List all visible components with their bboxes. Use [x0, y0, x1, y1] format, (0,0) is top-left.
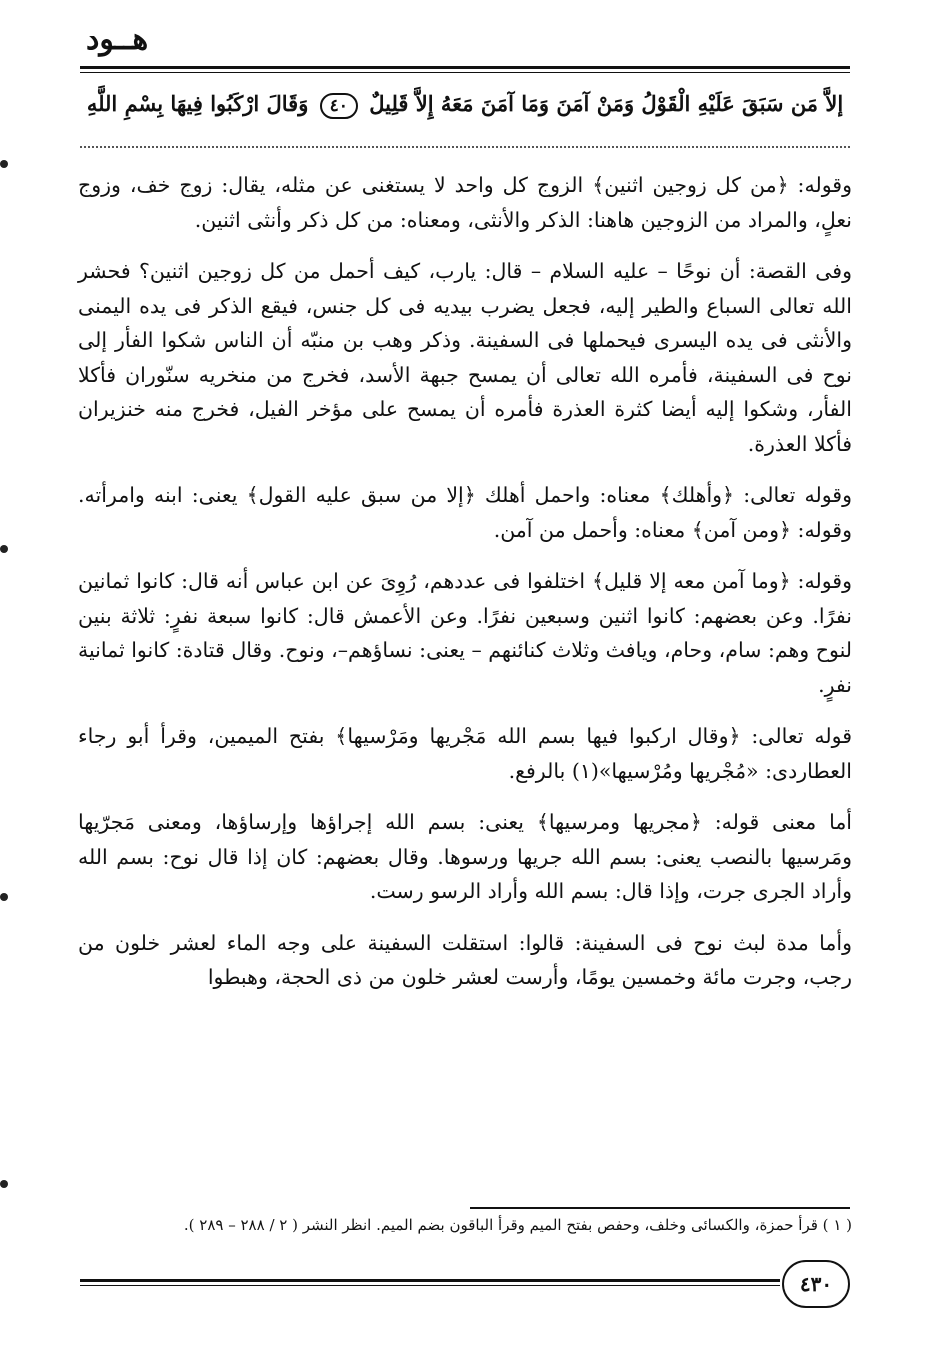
verse-number-marker: ٤٠ [320, 93, 358, 119]
footnote-rule [470, 1207, 850, 1209]
footer-rule-thin [80, 1285, 780, 1286]
surah-title: هــود [86, 22, 149, 57]
paragraph: قوله تعالى: ﴿وقال اركبوا فيها بسم الله مَجْريها ومَرْسيها﴾ بفتح الميمين، وقرأ أبو رجاء العطاردى: «مُجْريها ومُرْسيها»(١) بالرفع. [78, 724, 852, 783]
quran-verse-header [78, 76, 852, 132]
verse-text-part2: وَقَالَ ارْكَبُوا فِيهَا بِسْمِ اللَّهِ [86, 91, 309, 116]
header-rule-thick [80, 66, 850, 69]
paragraph: وفى القصة: أن نوحًا – عليه السلام – قال: يارب، كيف أحمل من كل زوجين اثنين؟ فحشر الله تعالى السباع والطير إليه، فجعل يضرب بيديه فى كل جنس، فيقع الذكر فى يده اليمنى والأنثى فى يده اليسرى فيحملها فى السفينة. وذكر وهب بن منبّه أن الناس شكوا الفأر إلى نوح فى السفينة، فأمره الله تعالى أن يمسح جبهة الأسد، فخرج من منخريه سنّوران فأكلا الفأر، وشكوا إليه أيضا كثرة العذرة فأمره أن يمسح على مؤخر الفيل، فخرج منه خنزيران فأكلا العذرة. [78, 259, 852, 456]
margin-mark [0, 893, 8, 901]
page-number: ٤٣٠ [782, 1260, 850, 1308]
footnote: ( ١ ) قرأ حمزة، والكسائى وخلف، وحفص بفتح الميم وقرأ الباقون بضم الميم. انظر النشر ( ٢ / ٢٨٨ – ٢٨٩ ). [183, 1216, 852, 1234]
dotted-separator [80, 146, 850, 148]
verse-text-part1: إلاَّ مَن سَبَقَ عَلَيْهِ الْقَوْلُ وَمَنْ آمَنَ وَمَا آمَنَ مَعَهُ إِلاَّ قَلِيلٌ [369, 91, 844, 116]
margin-mark [0, 545, 8, 553]
commentary-text [78, 168, 852, 1012]
paragraph: وقوله تعالى: ﴿وأهلك﴾ معناه: واحمل أهلك ﴿إلا من سبق عليه القول﴾ يعنى: ابنه وامرأته. وقوله: ﴿ومن آمن﴾ معناه: وأحمل من آمن. [78, 483, 852, 542]
paragraph: وقوله: ﴿من كل زوجين اثنين﴾ الزوج كل واحد لا يستغنى عن مثله، يقال: زوج خف، وزوج نعلٍ، والمراد من الزوجين هاهنا: الذكر والأنثى، ومعناه: من كل ذكر وأنثى اثنين. [78, 173, 852, 232]
header-rule-thin [80, 72, 850, 73]
footer-rule-thick [80, 1279, 780, 1282]
margin-mark [0, 160, 8, 168]
paragraph: وقوله: ﴿وما آمن معه إلا قليل﴾ اختلفوا فى عددهم، رُوِىَ عن ابن عباس أنه قال: كانوا ثمانين نفرًا. وعن بعضهم: كانوا اثنين وسبعين نفرًا. وعن الأعمش قال: كانوا سبعة نفرٍ: ثلاثة بنين لنوح وهم: سام، وحام، ويافث وثلاث كنائنهم – يعنى: نساؤهم–، ونوح. وقال قتادة: كانوا ثمانية نفرٍ. [78, 569, 852, 697]
margin-mark [0, 1180, 8, 1188]
paragraph: وأما مدة لبث نوح فى السفينة: قالوا: استقلت السفينة على وجه الماء لعشر خلون من رجب، وجرت مائة وخمسين يومًا، وأرست لعشر خلون من ذى الحجة، وهبطوا [78, 930, 852, 989]
paragraph: أما معنى قوله: ﴿مجريها ومرسيها﴾ يعنى: بسم الله إجراؤها وإرساؤها، ومعنى مَجرّيها ومَرسيها بالنصب يعنى: بسم الله جريها ورسوها. وقال بعضهم: كان إذا قال نوح: بسم الله وأراد الجرى جرت، وإذا قال: بسم الله وأراد الرسو رست. [78, 810, 852, 903]
